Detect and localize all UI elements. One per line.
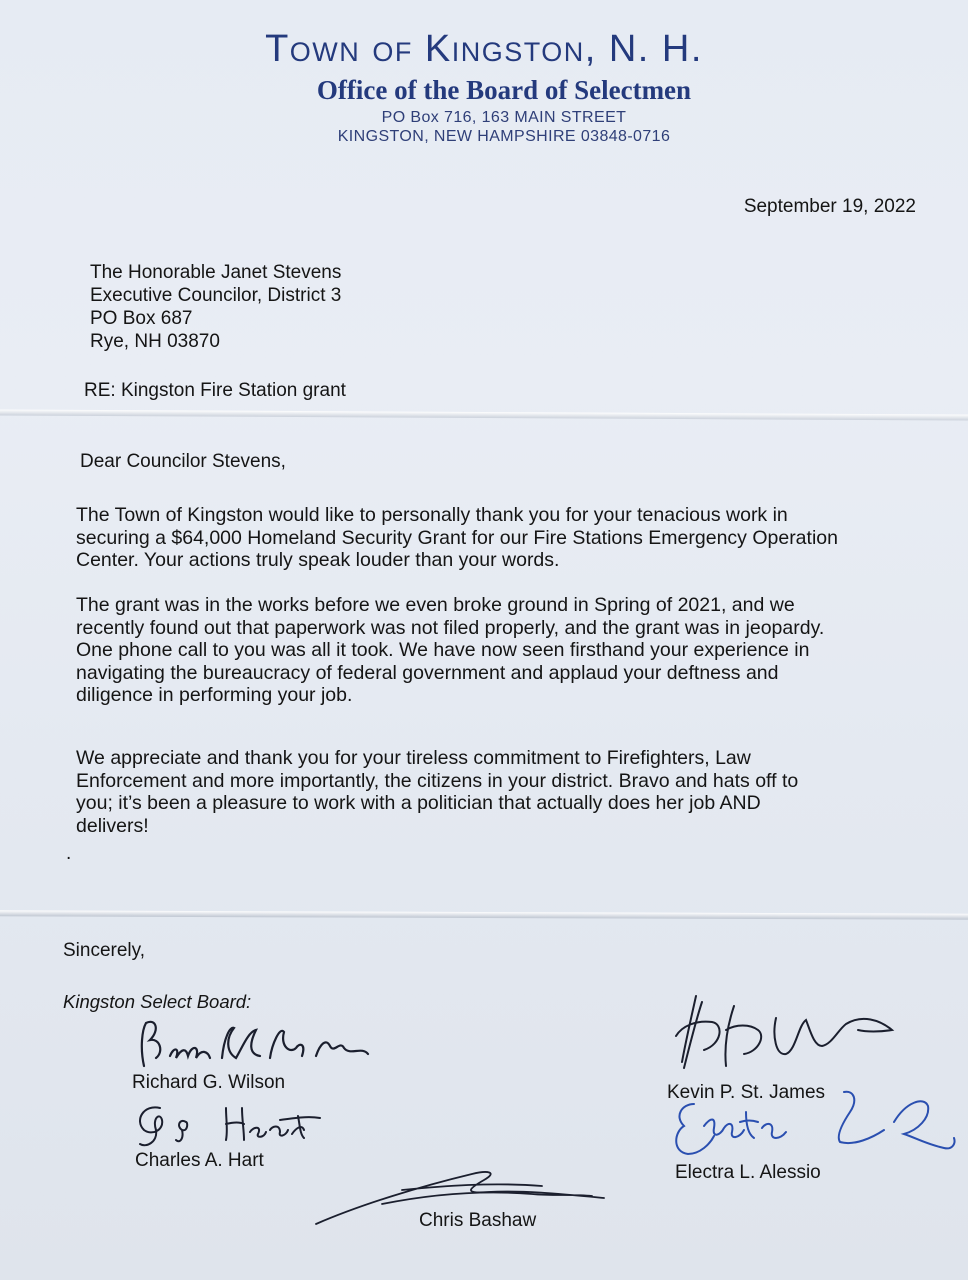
recipient-po-box: PO Box 687 <box>90 308 193 329</box>
letter-date: September 19, 2022 <box>743 196 916 217</box>
paragraph-line: We appreciate and thank you for your tireless commitment to Firefighters, Law <box>76 747 751 769</box>
paragraph-line: diligence in performing your job. <box>76 684 353 706</box>
signature-richard-wilson <box>130 1018 380 1073</box>
paragraph-line: you; it’s been a pleasure to work with a politician that actually does her job AND <box>76 792 761 814</box>
paragraph-line: delivers! <box>76 814 149 837</box>
paragraph-line: The grant was in the works before we even broke ground in Spring of 2021, and we <box>76 594 795 616</box>
body-paragraph-2 <box>76 594 936 707</box>
signatory-alessio: Electra L. Alessio <box>675 1162 821 1183</box>
recipient-title: Executive Councilor, District 3 <box>90 285 342 306</box>
paragraph-line: navigating the bureaucracy of federal government and applaud your deftness and <box>76 661 779 684</box>
paragraph-line: Enforcement and more importantly, the citizens in your district. Bravo and hats off to <box>76 769 799 792</box>
body-paragraph-1 <box>76 504 936 572</box>
letterhead-address-line2: KINGSTON, NEW HAMPSHIRE 03848-0716 <box>337 128 671 145</box>
paper-fold-upper <box>0 409 968 420</box>
body-paragraph-3 <box>76 747 936 837</box>
subject-line: RE: Kingston Fire Station grant <box>84 380 346 401</box>
stray-period: . <box>66 843 72 864</box>
letterhead-town: Town of Kingston, N. H. <box>265 28 703 70</box>
signatory-st-james: Kevin P. St. James <box>667 1082 826 1103</box>
signatory-bashaw: Chris Bashaw <box>419 1210 537 1231</box>
paragraph-line: One phone call to you was all it took. We have now seen firsthand your experience in <box>76 639 810 661</box>
paragraph-line: Center. Your actions truly speak louder than your words. <box>76 549 560 571</box>
letterhead-address-line1: PO Box 716, 163 MAIN STREET <box>381 109 627 126</box>
signature-electra-alessio <box>654 1082 958 1166</box>
salutation: Dear Councilor Stevens, <box>80 451 286 472</box>
paper-fold-lower <box>0 910 968 919</box>
recipient-name: The Honorable Janet Stevens <box>90 262 342 283</box>
signature-kevin-st-james <box>666 990 896 1080</box>
paragraph-line: The Town of Kingston would like to personally thank you for your tenacious work in <box>76 504 788 526</box>
closing: Sincerely, <box>63 940 146 961</box>
board-label: Kingston Select Board: <box>63 991 252 1012</box>
paragraph-line: recently found out that paperwork was not filed properly, and the grant was in jeopardy. <box>76 616 825 639</box>
signatory-hart: Charles A. Hart <box>135 1150 264 1171</box>
signatory-wilson: Richard G. Wilson <box>132 1072 286 1093</box>
letterhead-office: Office of the Board of Selectmen <box>316 75 692 105</box>
paragraph-line: securing a $64,000 Homeland Security Grant for our Fire Stations Emergency Operation <box>76 526 838 549</box>
signature-charles-hart <box>130 1100 330 1150</box>
recipient-city: Rye, NH 03870 <box>90 331 220 352</box>
